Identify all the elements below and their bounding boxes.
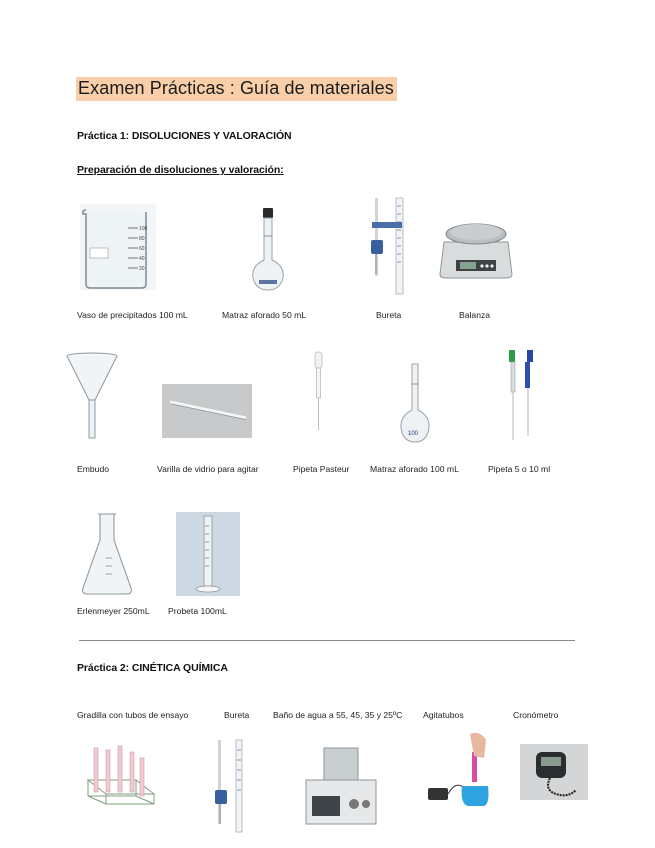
beaker-mark: 20 (139, 266, 145, 272)
label-bureta-2: Bureta (224, 710, 250, 720)
stopwatch-image (520, 744, 588, 800)
micropipette-image (503, 350, 545, 442)
label-matraz-aforado-100: Matraz aforado 100 mL (370, 464, 459, 474)
beaker-mark: 40 (139, 256, 145, 262)
practica2-heading: Práctica 2: CINÉTICA QUÍMICA (77, 662, 228, 674)
label-agitatubos: Agitatubos (423, 710, 464, 720)
label-balanza: Balanza (459, 310, 491, 320)
label-cronometro: Cronómetro (513, 710, 559, 720)
burette-image-2 (212, 738, 252, 836)
volumetric-flask-50-image (247, 208, 289, 292)
label-embudo: Embudo (77, 464, 110, 474)
label-matraz-aforado-50: Matraz aforado 50 mL (222, 310, 307, 320)
label-pipeta-pasteur: Pipeta Pasteur (293, 464, 350, 474)
pasteur-pipette-image (313, 352, 325, 432)
beaker-image (80, 204, 156, 290)
section-divider (79, 640, 575, 641)
label-pipeta-5-10: Pipeta 5 o 10 ml (488, 464, 551, 474)
graduated-cylinder-image (176, 512, 240, 596)
burette-image (368, 196, 416, 296)
label-bano-agua: Baño de agua a 55, 45, 35 y 25ºC (273, 710, 403, 720)
volumetric-flask-100-image (398, 364, 432, 444)
beaker-mark: 60 (139, 246, 145, 252)
label-gradilla: Gradilla con tubos de ensayo (77, 710, 189, 720)
balance-image (440, 218, 512, 280)
label-erlenmeyer: Erlenmeyer 250mL (77, 606, 150, 616)
label-vaso-precipitados: Vaso de precipitados 100 mL (77, 310, 188, 320)
glass-rod-image (162, 384, 252, 438)
funnel-image (64, 352, 120, 440)
vortex-mixer-image (426, 730, 492, 810)
test-tube-rack-image (84, 740, 158, 806)
practica1-subheading: Preparación de disoluciones y valoración: (77, 164, 284, 176)
flask-mark: 100 (408, 431, 419, 437)
erlenmeyer-image (80, 512, 134, 596)
page-title: Examen Prácticas : Guía de materiales (76, 77, 397, 101)
beaker-mark: 80 (139, 236, 145, 242)
beaker-mark: 100 (139, 226, 148, 232)
water-bath-image (300, 744, 380, 828)
label-bureta: Bureta (376, 310, 402, 320)
label-varilla-vidrio: Varilla de vidrio para agitar (157, 464, 259, 474)
practica1-heading: Práctica 1: DISOLUCIONES Y VALORACIÓN (77, 130, 292, 142)
label-probeta: Probeta 100mL (168, 606, 227, 616)
